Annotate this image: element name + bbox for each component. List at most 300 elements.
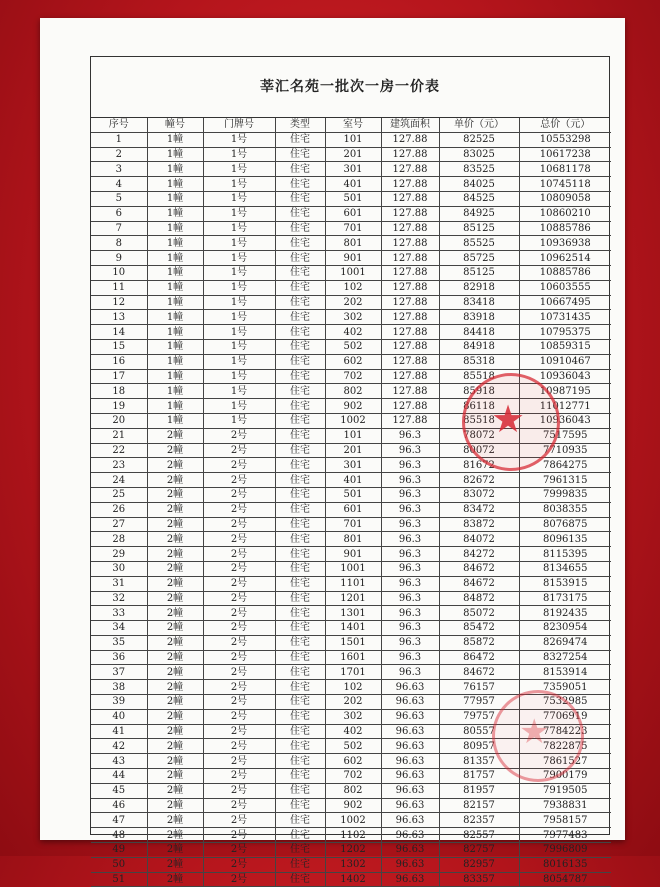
table-cell: 1号 bbox=[203, 206, 275, 221]
table-cell: 102 bbox=[325, 680, 381, 695]
table-cell: 84025 bbox=[439, 177, 519, 192]
table-cell: 住宅 bbox=[275, 221, 325, 236]
table-cell: 2 bbox=[91, 147, 147, 162]
table-cell: 10809058 bbox=[519, 191, 611, 206]
table-row bbox=[91, 813, 611, 828]
table-cell: 2号 bbox=[203, 798, 275, 813]
table-cell: 42 bbox=[91, 739, 147, 754]
table-cell: 住宅 bbox=[275, 206, 325, 221]
price-table bbox=[91, 118, 611, 887]
table-cell: 8327254 bbox=[519, 650, 611, 665]
table-cell: 2号 bbox=[203, 532, 275, 547]
table-cell: 10603555 bbox=[519, 280, 611, 295]
table-cell: 1号 bbox=[203, 191, 275, 206]
table-cell: 住宅 bbox=[275, 591, 325, 606]
table-cell: 78072 bbox=[439, 428, 519, 443]
table-cell: 2号 bbox=[203, 843, 275, 858]
table-cell: 2幢 bbox=[147, 754, 203, 769]
table-cell: 96.3 bbox=[381, 517, 439, 532]
table-cell: 50 bbox=[91, 857, 147, 872]
table-row bbox=[91, 310, 611, 325]
table-cell: 2幢 bbox=[147, 591, 203, 606]
table-cell: 住宅 bbox=[275, 369, 325, 384]
table-cell: 801 bbox=[325, 236, 381, 251]
table-cell: 96.3 bbox=[381, 665, 439, 680]
document-sheet bbox=[40, 18, 625, 886]
table-cell: 住宅 bbox=[275, 843, 325, 858]
table-cell: 77957 bbox=[439, 695, 519, 710]
table-cell: 96.63 bbox=[381, 680, 439, 695]
table-cell: 127.88 bbox=[381, 399, 439, 414]
table-cell: 96.63 bbox=[381, 724, 439, 739]
table-cell: 1幢 bbox=[147, 132, 203, 147]
table-cell: 住宅 bbox=[275, 576, 325, 591]
table-cell: 2幢 bbox=[147, 650, 203, 665]
table-cell: 7938831 bbox=[519, 798, 611, 813]
table-cell: 8038355 bbox=[519, 502, 611, 517]
table-cell: 96.3 bbox=[381, 443, 439, 458]
table-cell: 127.88 bbox=[381, 147, 439, 162]
table-cell: 36 bbox=[91, 650, 147, 665]
table-cell: 18 bbox=[91, 384, 147, 399]
table-cell: 住宅 bbox=[275, 339, 325, 354]
table-cell: 39 bbox=[91, 695, 147, 710]
table-cell: 96.3 bbox=[381, 621, 439, 636]
table-cell: 96.3 bbox=[381, 473, 439, 488]
table-cell: 1幢 bbox=[147, 310, 203, 325]
table-cell: 702 bbox=[325, 369, 381, 384]
table-cell: 7706919 bbox=[519, 709, 611, 724]
table-cell: 2号 bbox=[203, 635, 275, 650]
table-cell: 51 bbox=[91, 872, 147, 887]
table-cell: 32 bbox=[91, 591, 147, 606]
table-cell: 2幢 bbox=[147, 709, 203, 724]
table-cell: 1号 bbox=[203, 413, 275, 428]
table-cell: 96.63 bbox=[381, 813, 439, 828]
table-cell: 30 bbox=[91, 561, 147, 576]
table-row bbox=[91, 680, 611, 695]
table-cell: 96.3 bbox=[381, 561, 439, 576]
column-header: 室号 bbox=[325, 118, 381, 132]
table-cell: 1号 bbox=[203, 221, 275, 236]
table-cell: 1101 bbox=[325, 576, 381, 591]
table-cell: 住宅 bbox=[275, 635, 325, 650]
table-row bbox=[91, 458, 611, 473]
table-cell: 1号 bbox=[203, 310, 275, 325]
table-cell: 住宅 bbox=[275, 236, 325, 251]
table-cell: 住宅 bbox=[275, 709, 325, 724]
table-cell: 2号 bbox=[203, 606, 275, 621]
table-cell: 1号 bbox=[203, 339, 275, 354]
table-cell: 127.88 bbox=[381, 206, 439, 221]
table-cell: 10936938 bbox=[519, 236, 611, 251]
table-row bbox=[91, 339, 611, 354]
table-cell: 1302 bbox=[325, 857, 381, 872]
table-cell: 127.88 bbox=[381, 369, 439, 384]
table-cell: 住宅 bbox=[275, 517, 325, 532]
table-cell: 2号 bbox=[203, 665, 275, 680]
table-cell: 7784223 bbox=[519, 724, 611, 739]
table-cell: 住宅 bbox=[275, 502, 325, 517]
table-cell: 96.3 bbox=[381, 487, 439, 502]
table-cell: 13 bbox=[91, 310, 147, 325]
table-cell: 1幢 bbox=[147, 413, 203, 428]
table-row bbox=[91, 413, 611, 428]
table-cell: 10681178 bbox=[519, 162, 611, 177]
column-header: 建筑面积 bbox=[381, 118, 439, 132]
table-cell: 1幢 bbox=[147, 162, 203, 177]
table-row bbox=[91, 724, 611, 739]
column-header: 序号 bbox=[91, 118, 147, 132]
table-cell: 2号 bbox=[203, 517, 275, 532]
table-cell: 住宅 bbox=[275, 695, 325, 710]
table-cell: 1号 bbox=[203, 162, 275, 177]
table-cell: 21 bbox=[91, 428, 147, 443]
price-table-frame bbox=[90, 56, 610, 886]
table-cell: 127.88 bbox=[381, 265, 439, 280]
table-cell: 1号 bbox=[203, 325, 275, 340]
table-row bbox=[91, 147, 611, 162]
table-cell: 2幢 bbox=[147, 621, 203, 636]
table-cell: 401 bbox=[325, 177, 381, 192]
table-cell: 127.88 bbox=[381, 177, 439, 192]
table-cell: 1号 bbox=[203, 295, 275, 310]
table-cell: 1幢 bbox=[147, 177, 203, 192]
table-cell: 201 bbox=[325, 147, 381, 162]
table-cell: 17 bbox=[91, 369, 147, 384]
table-cell: 7822875 bbox=[519, 739, 611, 754]
table-cell: 1号 bbox=[203, 265, 275, 280]
table-cell: 96.3 bbox=[381, 650, 439, 665]
table-cell: 502 bbox=[325, 739, 381, 754]
table-cell: 81357 bbox=[439, 754, 519, 769]
table-cell: 2幢 bbox=[147, 443, 203, 458]
table-cell: 902 bbox=[325, 399, 381, 414]
table-cell: 1幢 bbox=[147, 206, 203, 221]
table-cell: 802 bbox=[325, 384, 381, 399]
table-row bbox=[91, 369, 611, 384]
table-cell: 83918 bbox=[439, 310, 519, 325]
table-cell: 2号 bbox=[203, 709, 275, 724]
table-cell: 901 bbox=[325, 547, 381, 562]
table-cell: 85518 bbox=[439, 369, 519, 384]
table-cell: 住宅 bbox=[275, 325, 325, 340]
table-cell: 2幢 bbox=[147, 843, 203, 858]
table-cell: 127.88 bbox=[381, 280, 439, 295]
table-cell: 1号 bbox=[203, 384, 275, 399]
table-cell: 96.63 bbox=[381, 828, 439, 843]
table-cell: 40 bbox=[91, 709, 147, 724]
table-cell: 8134655 bbox=[519, 561, 611, 576]
table-row bbox=[91, 739, 611, 754]
table-cell: 10 bbox=[91, 265, 147, 280]
table-cell: 住宅 bbox=[275, 354, 325, 369]
table-cell: 6 bbox=[91, 206, 147, 221]
table-cell: 85125 bbox=[439, 265, 519, 280]
table-cell: 7861527 bbox=[519, 754, 611, 769]
table-cell: 301 bbox=[325, 162, 381, 177]
table-cell: 1102 bbox=[325, 828, 381, 843]
table-cell: 8153914 bbox=[519, 665, 611, 680]
table-cell: 2幢 bbox=[147, 813, 203, 828]
table-cell: 85518 bbox=[439, 413, 519, 428]
table-cell: 住宅 bbox=[275, 487, 325, 502]
table-cell: 2号 bbox=[203, 739, 275, 754]
table-cell: 住宅 bbox=[275, 813, 325, 828]
table-cell: 7532985 bbox=[519, 695, 611, 710]
table-cell: 8115395 bbox=[519, 547, 611, 562]
table-cell: 8153915 bbox=[519, 576, 611, 591]
table-row bbox=[91, 384, 611, 399]
table-cell: 8096135 bbox=[519, 532, 611, 547]
table-row bbox=[91, 798, 611, 813]
table-body bbox=[91, 132, 611, 887]
table-cell: 127.88 bbox=[381, 221, 439, 236]
table-cell: 96.3 bbox=[381, 502, 439, 517]
table-row bbox=[91, 487, 611, 502]
table-cell: 住宅 bbox=[275, 665, 325, 680]
table-cell: 29 bbox=[91, 547, 147, 562]
table-cell: 住宅 bbox=[275, 680, 325, 695]
table-cell: 7961315 bbox=[519, 473, 611, 488]
table-cell: 2号 bbox=[203, 813, 275, 828]
table-row bbox=[91, 561, 611, 576]
table-cell: 住宅 bbox=[275, 147, 325, 162]
table-cell: 住宅 bbox=[275, 473, 325, 488]
table-cell: 202 bbox=[325, 295, 381, 310]
table-row bbox=[91, 754, 611, 769]
table-cell: 46 bbox=[91, 798, 147, 813]
table-cell: 住宅 bbox=[275, 783, 325, 798]
table-row bbox=[91, 354, 611, 369]
table-cell: 81672 bbox=[439, 458, 519, 473]
table-cell: 82757 bbox=[439, 843, 519, 858]
table-cell: 2幢 bbox=[147, 680, 203, 695]
table-cell: 住宅 bbox=[275, 532, 325, 547]
table-cell: 10987195 bbox=[519, 384, 611, 399]
table-cell: 20 bbox=[91, 413, 147, 428]
table-cell: 35 bbox=[91, 635, 147, 650]
table-cell: 10795375 bbox=[519, 325, 611, 340]
table-cell: 96.3 bbox=[381, 532, 439, 547]
table-cell: 2号 bbox=[203, 695, 275, 710]
table-row bbox=[91, 650, 611, 665]
table-cell: 83072 bbox=[439, 487, 519, 502]
table-cell: 96.63 bbox=[381, 798, 439, 813]
table-cell: 10936043 bbox=[519, 413, 611, 428]
table-cell: 702 bbox=[325, 769, 381, 784]
table-cell: 1501 bbox=[325, 635, 381, 650]
table-row bbox=[91, 665, 611, 680]
table-row bbox=[91, 621, 611, 636]
table-cell: 34 bbox=[91, 621, 147, 636]
table-cell: 1202 bbox=[325, 843, 381, 858]
table-cell: 10936043 bbox=[519, 369, 611, 384]
table-cell: 住宅 bbox=[275, 177, 325, 192]
table-cell: 402 bbox=[325, 325, 381, 340]
faded-seal-stamp: ★ bbox=[492, 690, 584, 782]
table-cell: 1号 bbox=[203, 147, 275, 162]
table-cell: 11012771 bbox=[519, 399, 611, 414]
table-cell: 82557 bbox=[439, 828, 519, 843]
table-cell: 2号 bbox=[203, 547, 275, 562]
table-cell: 2号 bbox=[203, 724, 275, 739]
table-cell: 83418 bbox=[439, 295, 519, 310]
table-cell: 2幢 bbox=[147, 872, 203, 887]
table-row bbox=[91, 206, 611, 221]
table-cell: 86118 bbox=[439, 399, 519, 414]
table-cell: 1号 bbox=[203, 236, 275, 251]
table-cell: 2幢 bbox=[147, 857, 203, 872]
table-cell: 43 bbox=[91, 754, 147, 769]
table-cell: 201 bbox=[325, 443, 381, 458]
table-cell: 101 bbox=[325, 132, 381, 147]
table-cell: 2幢 bbox=[147, 517, 203, 532]
table-cell: 8173175 bbox=[519, 591, 611, 606]
column-header: 幢号 bbox=[147, 118, 203, 132]
table-cell: 26 bbox=[91, 502, 147, 517]
table-row bbox=[91, 295, 611, 310]
table-cell: 住宅 bbox=[275, 265, 325, 280]
table-cell: 1301 bbox=[325, 606, 381, 621]
table-cell: 45 bbox=[91, 783, 147, 798]
table-cell: 1 bbox=[91, 132, 147, 147]
table-row bbox=[91, 576, 611, 591]
table-cell: 401 bbox=[325, 473, 381, 488]
table-cell: 502 bbox=[325, 339, 381, 354]
table-cell: 127.88 bbox=[381, 384, 439, 399]
table-cell: 1号 bbox=[203, 132, 275, 147]
table-cell: 83472 bbox=[439, 502, 519, 517]
table-cell: 83525 bbox=[439, 162, 519, 177]
table-cell: 10553298 bbox=[519, 132, 611, 147]
table-row bbox=[91, 591, 611, 606]
table-cell: 住宅 bbox=[275, 191, 325, 206]
table-row bbox=[91, 606, 611, 621]
table-row bbox=[91, 132, 611, 147]
table-cell: 10617238 bbox=[519, 147, 611, 162]
table-cell: 85872 bbox=[439, 635, 519, 650]
table-cell: 8192435 bbox=[519, 606, 611, 621]
table-cell: 96.63 bbox=[381, 843, 439, 858]
table-cell: 501 bbox=[325, 487, 381, 502]
table-cell: 84925 bbox=[439, 206, 519, 221]
table-cell: 5 bbox=[91, 191, 147, 206]
table-cell: 住宅 bbox=[275, 606, 325, 621]
table-row bbox=[91, 280, 611, 295]
table-cell: 7977483 bbox=[519, 828, 611, 843]
table-cell: 1号 bbox=[203, 280, 275, 295]
table-cell: 2幢 bbox=[147, 606, 203, 621]
table-cell: 47 bbox=[91, 813, 147, 828]
table-cell: 84672 bbox=[439, 665, 519, 680]
table-cell: 127.88 bbox=[381, 191, 439, 206]
table-cell: 701 bbox=[325, 517, 381, 532]
table-cell: 82957 bbox=[439, 857, 519, 872]
table-cell: 1幢 bbox=[147, 147, 203, 162]
table-cell: 7710935 bbox=[519, 443, 611, 458]
table-cell: 住宅 bbox=[275, 739, 325, 754]
table-cell: 住宅 bbox=[275, 295, 325, 310]
table-cell: 127.88 bbox=[381, 325, 439, 340]
table-cell: 2号 bbox=[203, 428, 275, 443]
table-cell: 住宅 bbox=[275, 428, 325, 443]
table-row bbox=[91, 872, 611, 887]
table-cell: 96.63 bbox=[381, 739, 439, 754]
table-cell: 2号 bbox=[203, 680, 275, 695]
table-cell: 住宅 bbox=[275, 132, 325, 147]
table-cell: 住宅 bbox=[275, 384, 325, 399]
document-title: 莘汇名苑一批次一房一价表 bbox=[91, 57, 609, 118]
table-cell: 1401 bbox=[325, 621, 381, 636]
table-cell: 10885786 bbox=[519, 265, 611, 280]
table-cell: 19 bbox=[91, 399, 147, 414]
table-cell: 1001 bbox=[325, 561, 381, 576]
table-cell: 7517595 bbox=[519, 428, 611, 443]
table-cell: 127.88 bbox=[381, 236, 439, 251]
table-cell: 22 bbox=[91, 443, 147, 458]
table-cell: 82357 bbox=[439, 813, 519, 828]
table-cell: 127.88 bbox=[381, 310, 439, 325]
table-cell: 7900179 bbox=[519, 769, 611, 784]
table-cell: 15 bbox=[91, 339, 147, 354]
table-cell: 10910467 bbox=[519, 354, 611, 369]
table-cell: 127.88 bbox=[381, 295, 439, 310]
table-row bbox=[91, 517, 611, 532]
table-cell: 10859315 bbox=[519, 339, 611, 354]
table-cell: 27 bbox=[91, 517, 147, 532]
table-cell: 302 bbox=[325, 709, 381, 724]
table-row bbox=[91, 635, 611, 650]
table-cell: 2号 bbox=[203, 857, 275, 872]
table-cell: 23 bbox=[91, 458, 147, 473]
table-cell: 44 bbox=[91, 769, 147, 784]
table-cell: 82525 bbox=[439, 132, 519, 147]
table-cell: 84672 bbox=[439, 561, 519, 576]
table-cell: 96.3 bbox=[381, 458, 439, 473]
table-cell: 1701 bbox=[325, 665, 381, 680]
table-cell: 1幢 bbox=[147, 369, 203, 384]
table-row bbox=[91, 236, 611, 251]
table-cell: 1号 bbox=[203, 251, 275, 266]
table-cell: 16 bbox=[91, 354, 147, 369]
table-cell: 602 bbox=[325, 354, 381, 369]
table-cell: 1幢 bbox=[147, 251, 203, 266]
table-cell: 24 bbox=[91, 473, 147, 488]
table-cell: 602 bbox=[325, 754, 381, 769]
table-cell: 84672 bbox=[439, 576, 519, 591]
table-cell: 住宅 bbox=[275, 399, 325, 414]
table-cell: 2幢 bbox=[147, 635, 203, 650]
table-cell: 701 bbox=[325, 221, 381, 236]
table-cell: 80557 bbox=[439, 724, 519, 739]
table-cell: 96.3 bbox=[381, 635, 439, 650]
table-cell: 住宅 bbox=[275, 547, 325, 562]
table-cell: 96.3 bbox=[381, 428, 439, 443]
table-cell: 10731435 bbox=[519, 310, 611, 325]
table-cell: 76157 bbox=[439, 680, 519, 695]
table-cell: 1幢 bbox=[147, 295, 203, 310]
table-cell: 101 bbox=[325, 428, 381, 443]
table-cell: 127.88 bbox=[381, 339, 439, 354]
table-cell: 2号 bbox=[203, 828, 275, 843]
table-cell: 8016135 bbox=[519, 857, 611, 872]
table-cell: 96.63 bbox=[381, 857, 439, 872]
table-cell: 10860210 bbox=[519, 206, 611, 221]
table-row bbox=[91, 547, 611, 562]
table-cell: 84272 bbox=[439, 547, 519, 562]
table-cell: 2号 bbox=[203, 443, 275, 458]
